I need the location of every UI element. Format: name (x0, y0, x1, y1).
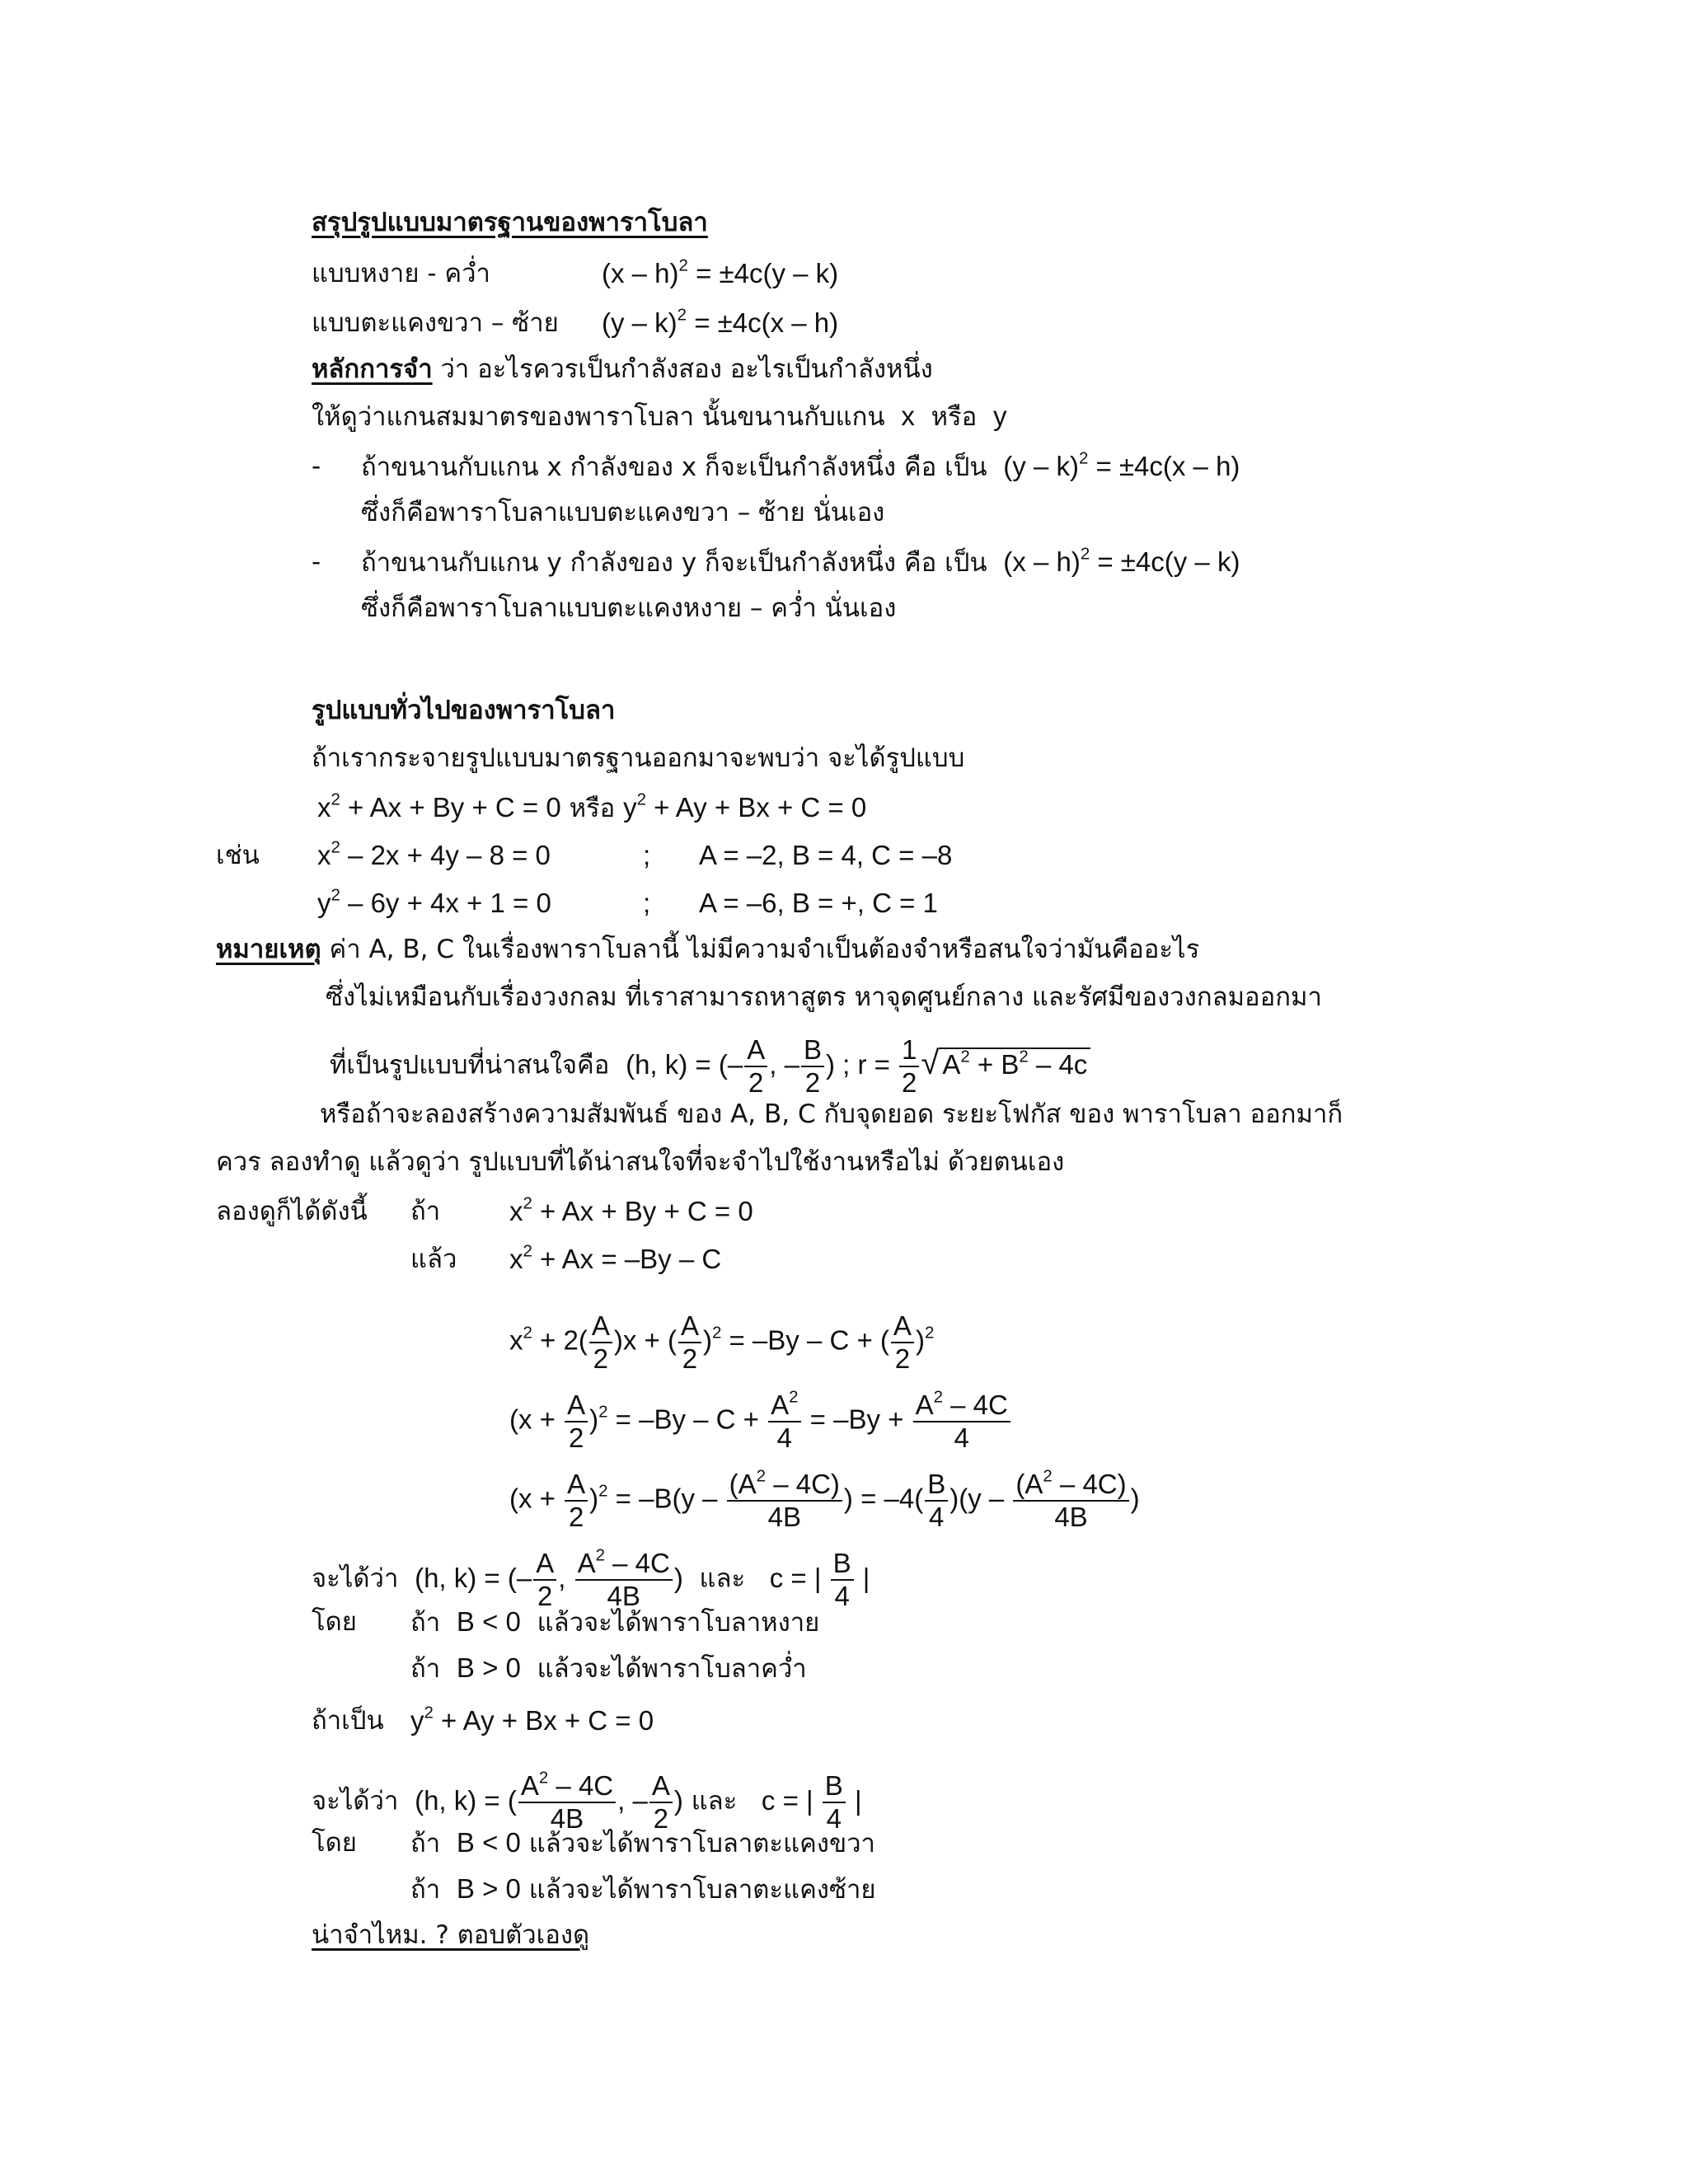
if-label: ถ้า (410, 1197, 441, 1226)
paragraph-line-2: ควร ลองทำดู แล้วดูว่า รูปแบบที่ได้น่าสนใจที่จะจำไปใช้งานหรือไม่ ด้วยตนเอง (216, 1147, 1065, 1177)
result-vertical: จะได้ว่า (h, k) = (– $\frac{A}{2}$ , $\frac{A^2 - 4C}{4B}$ ) และ c = | $\frac{B}{4}$ | (312, 1545, 870, 1611)
condition-3: ถ้า B < 0 แล้วจะได้พาราโบลาตะแคงขวา (410, 1827, 875, 1858)
derivation-step-4: (x + $\frac{A}{2}$ )$^2$ = –By – C + $\frac{A^2}{4}$ = –By + $\frac{A^2 - 4C}{4}$ (509, 1390, 1012, 1454)
general-intro: ถ้าเรากระจายรูปแบบมาตรฐานออกมาจะพบว่า จะได้รูปแบบ (312, 743, 965, 773)
note-text: ค่า A, B, C ในเรื่องพาราโบลานี้ ไม่มีความจำเป็นต้องจำหรือสนใจว่ามันคืออะไร (321, 935, 1200, 964)
by-label-2: โดย (312, 1828, 357, 1858)
axis-instruction-text: ให้ดูว่าแกนสมมาตรของพาราโบลา นั้นขนานกับแกน (312, 402, 885, 432)
bullet-2-subline: ซึ่งก็คือพาราโบลาแบบตะแคงหงาย – คว่ำ นั่นเอง (361, 593, 897, 623)
and-label-1: และ (699, 1563, 746, 1594)
bullet-dash-2: - (312, 547, 321, 577)
example-1-separator: ; (643, 840, 651, 870)
bullet-1-text: ถ้าขนานกับแกน x กำลังของ x ก็จะเป็นกำลังหนึ่ง คือ เป็น (361, 452, 987, 482)
condition-1: ถ้า B < 0 แล้วจะได้พาราโบลาหงาย (410, 1606, 820, 1638)
condition-2-text: แล้วจะได้พาราโบลาคว่ำ (537, 1654, 807, 1684)
label-vertical-form: แบบหงาย - คว่ำ (312, 259, 490, 288)
example-2-coefficients: A = –6, B = +, C = 1 (699, 888, 938, 918)
note-line-2: ซึ่งไม่เหมือนกับเรื่องวงกลม ที่เราสามารถหาสูตร หาจุดศูนย์กลาง และรัศมีของวงกลมออกมา (326, 982, 1322, 1012)
closing-question: น่าจำไหม. ? ตอบตัวเองดู (312, 1920, 590, 1950)
example-2-separator: ; (643, 888, 651, 918)
get-label-2: จะได้ว่า (312, 1786, 399, 1816)
note-heading: หมายเหตุ (216, 935, 321, 964)
bullet-2: ถ้าขนานกับแกน y กำลังของ y ก็จะเป็นกำลังหนึ่ง คือ เป็น (x – h)$^2$ = ±4c(y – k) (361, 544, 1240, 578)
and-label-2: และ (691, 1786, 738, 1816)
by-label-1: โดย (312, 1607, 357, 1637)
axis-or-word: หรือ (931, 402, 978, 432)
note-line (216, 933, 1199, 966)
bullet-1-subline: ซึ่งก็คือพาราโบลาแบบตะแคงขวา – ซ้าย นั่นเอง (361, 498, 885, 527)
example-1-coefficients: A = –2, B = 4, C = –8 (699, 840, 953, 870)
derivation-step-1: $x^2 + Ax + By + C = 0$ (509, 1193, 753, 1226)
try-label: ลองดูก็ได้ดังนี้ (216, 1197, 368, 1226)
example-1-equation: $x^2 - 2x + 4y - 8 = 0$ (317, 837, 551, 870)
second-general-form: $y^2 + Ay + Bx + C = 0$ (410, 1703, 654, 1736)
derivation-step-2: $x^2 + Ax = -By - C$ (509, 1241, 722, 1274)
condition-4: ถ้า B > 0 แล้วจะได้พาราโบลาตะแคงซ้าย (410, 1873, 876, 1905)
result-horizontal: จะได้ว่า (h, k) = ( $\frac{A^2 - 4C}{4B}$ , – $\frac{A}{2}$ ) และ c = | $\frac{B}{4}$ | (312, 1768, 862, 1834)
example-2-equation: $y^2 - 6y + 4x + 1 = 0$ (317, 885, 551, 918)
equation-horizontal-standard: (y – k)$^2$ = ±4c(x – h) (602, 305, 839, 338)
equation-vertical-standard: (x – h)$^2$ = ±4c(y – k) (602, 255, 839, 288)
memo-text: ว่า อะไรควรเป็นกำลังสอง อะไรเป็นกำลังหนึ่ง (432, 354, 933, 384)
circle-formula-line: ที่เป็นรูปแบบที่น่าสนใจคือ (h, k) = (– $\frac{A}{2}$ , – $\frac{B}{2}$ ) ; r = $\frac{1}{2}$ √ $A^2 + B^2 - 4c$ (330, 1034, 1090, 1099)
condition-1-text: แล้วจะได้พาราโบลาหงาย (537, 1608, 820, 1638)
memo-line (312, 353, 933, 386)
bullet-1: ถ้าขนานกับแกน x กำลังของ x ก็จะเป็นกำลังหนึ่ง คือ เป็น (y – k)$^2$ = ±4c(x – h) (361, 448, 1240, 482)
bullet-2-text: ถ้าขนานกับแกน y กำลังของ y ก็จะเป็นกำลังหนึ่ง คือ เป็น (361, 548, 987, 578)
then-label: แล้ว (410, 1244, 457, 1274)
note-line-3: ที่เป็นรูปแบบที่น่าสนใจคือ (330, 1050, 610, 1080)
general-or-word: หรือ (569, 794, 616, 823)
general-form-equation: $x^2 + Ax + By + C = 0$ หรือ $y^2 + Ay + Bx + C = 0$ (317, 790, 867, 823)
if2-label: ถ้าเป็น (312, 1706, 384, 1736)
memo-heading: หลักการจำ (312, 354, 433, 384)
example-label: เช่น (216, 841, 260, 870)
axis-instruction: ให้ดูว่าแกนสมมาตรของพาราโบลา นั้นขนานกับแกน x หรือ y (312, 401, 1007, 432)
get-label-1: จะได้ว่า (312, 1563, 399, 1594)
paragraph-line-1: หรือถ้าจะลองสร้างความสัมพันธ์ ของ A, B, C กับจุดยอด ระยะโฟกัส ของ พาราโบลา ออกมาก็ (320, 1099, 1343, 1129)
derivation-step-3: $x^2 + 2$( $\frac{A}{2}$ )x + ( $\frac{A}{2}$ )$^2$ = –By – C + ( $\frac{A}{2}$ )$^2$ (509, 1310, 935, 1374)
derivation-step-5: (x + $\frac{A}{2}$ )$^2$ = –B(y – $\frac{(A^2 - 4C)}{4B}$ ) = –4( $\frac{B}{4}$ )(y – $\frac{(A^2 - 4C)}{4B}$ ) (509, 1466, 1140, 1532)
condition-4-text: แล้วจะได้พาราโบลาตะแคงซ้าย (528, 1875, 876, 1905)
condition-3-text: แล้วจะได้พาราโบลาตะแคงขวา (528, 1829, 875, 1858)
section-title-general-form: รูปแบบทั่วไปของพาราโบลา (312, 696, 616, 725)
label-horizontal-form: แบบตะแคงขวา – ซ้าย (312, 308, 559, 338)
section-title-standard-form: สรุปรูปแบบมาตรฐานของพาราโบลา (312, 208, 708, 237)
condition-2: ถ้า B > 0 แล้วจะได้พาราโบลาคว่ำ (410, 1652, 807, 1684)
bullet-dash-1: - (312, 452, 321, 481)
